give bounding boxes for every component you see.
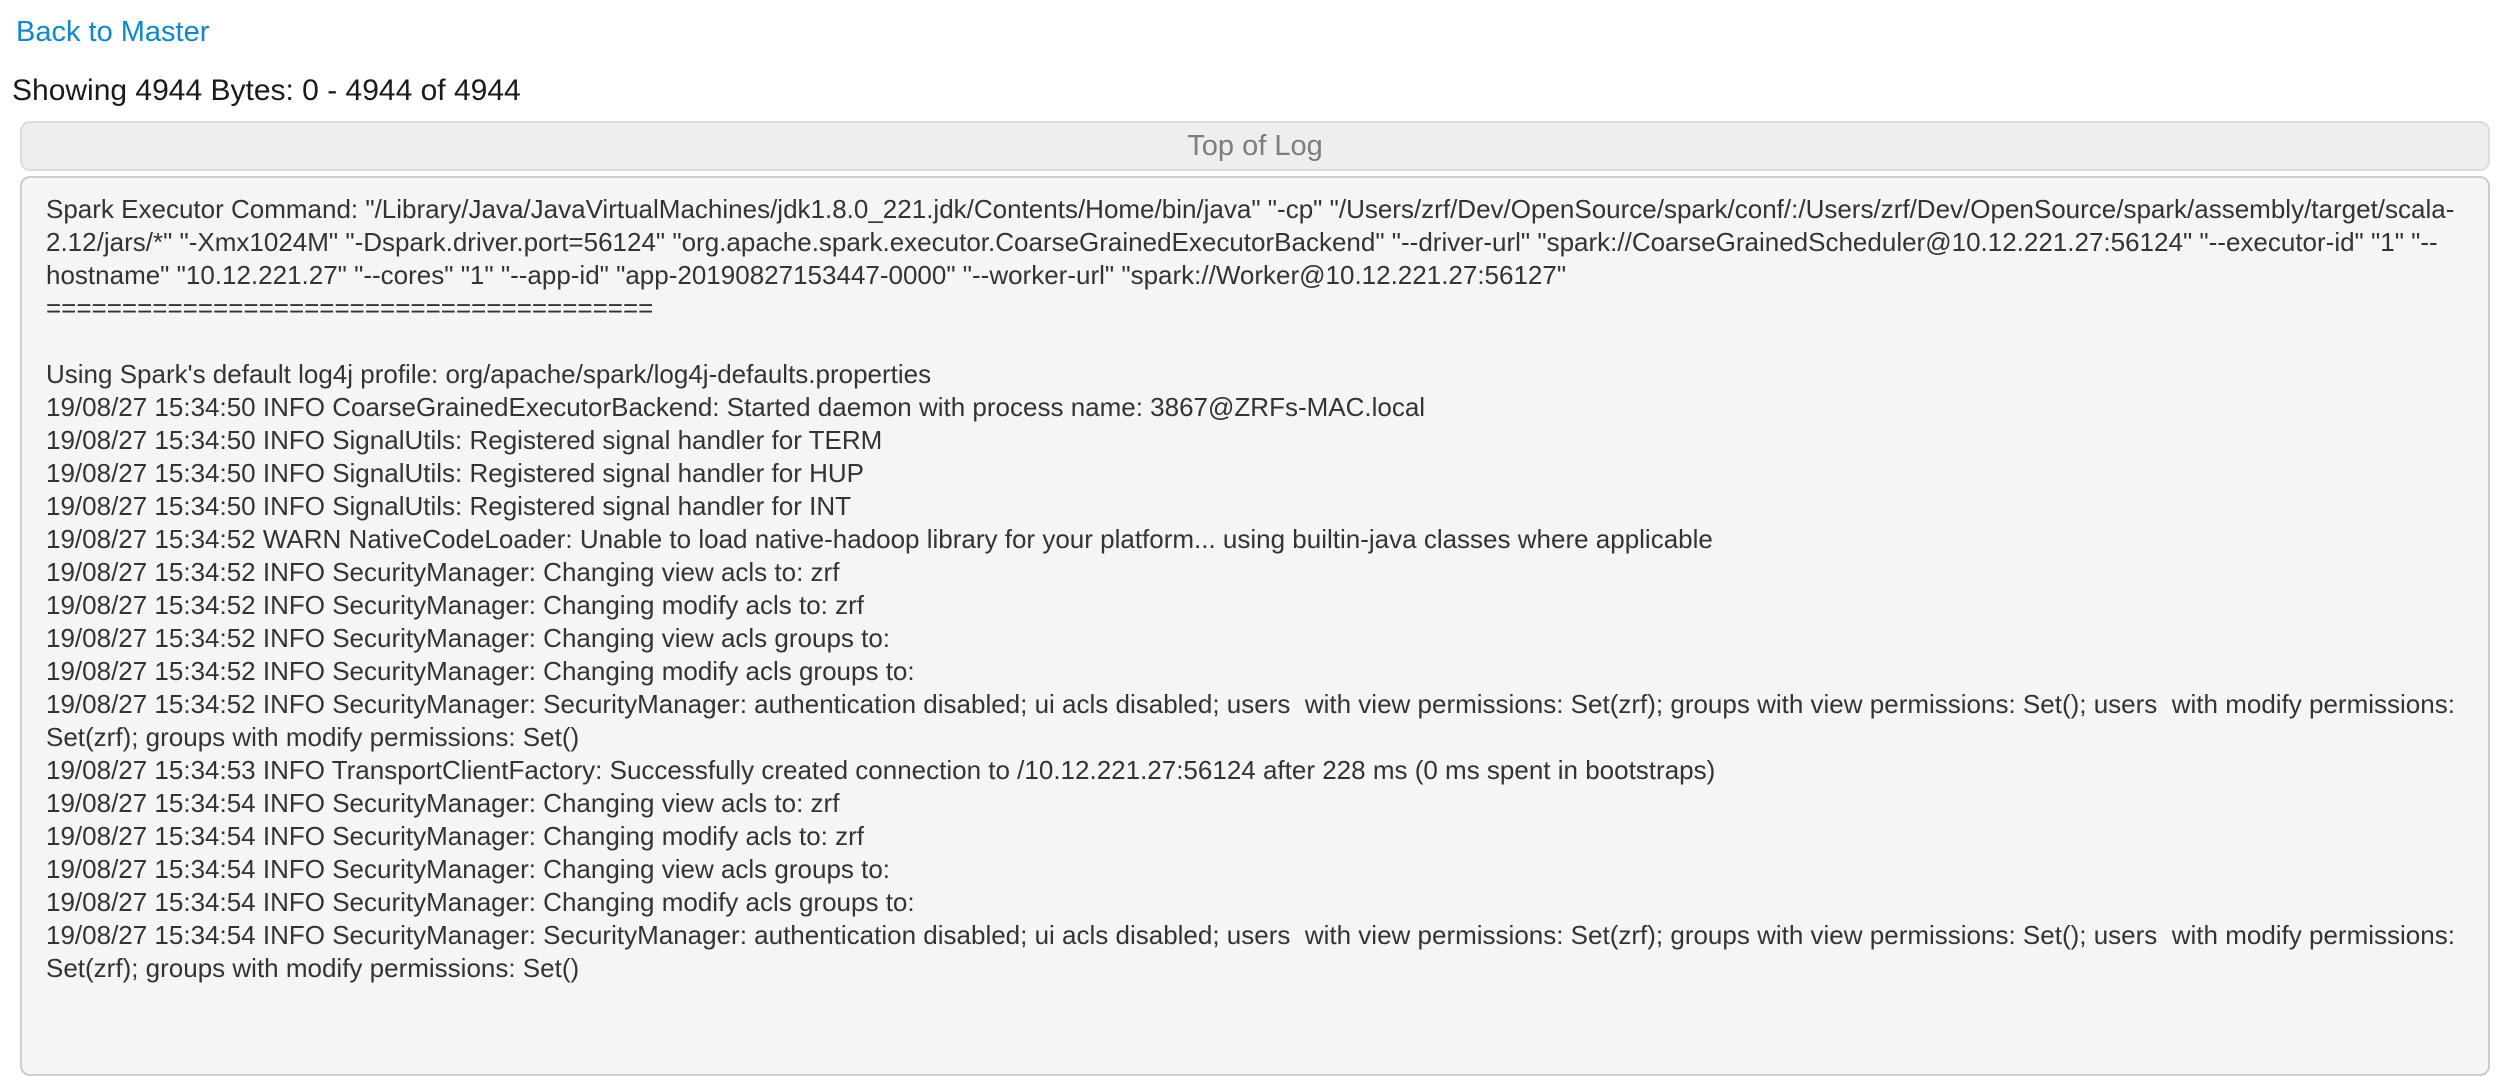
log-content-panel (20, 176, 2490, 1076)
log-line (46, 325, 2464, 358)
log-line: 19/08/27 15:34:54 INFO SecurityManager: Changing modify acls to: zrf (46, 821, 864, 851)
log-line: 19/08/27 15:34:50 INFO SignalUtils: Registered signal handler for HUP (46, 458, 864, 488)
log-line: 19/08/27 15:34:52 INFO SecurityManager: SecurityManager: authentication disabled; ui acls disabled; users with view permissions: Set(zrf); groups with view permissions: Set(); users with modify permissions: Set(zrf); groups with modify permissions: Set() (46, 689, 2463, 752)
log-line: 19/08/27 15:34:52 INFO SecurityManager: Changing view acls groups to: (46, 623, 891, 653)
log-line: 19/08/27 15:34:50 INFO CoarseGrainedExecutorBackend: Started daemon with process name: 3867@ZRFs-MAC.local (46, 392, 1426, 422)
log-line: ======================================== (46, 293, 654, 323)
log-line: 19/08/27 15:34:54 INFO SecurityManager: Changing view acls groups to: (46, 854, 891, 884)
log-line: 19/08/27 15:34:54 INFO SecurityManager: Changing view acls to: zrf (46, 788, 840, 818)
log-line: 19/08/27 15:34:50 INFO SignalUtils: Registered signal handler for TERM (46, 425, 883, 455)
log-line: Using Spark's default log4j profile: org/apache/spark/log4j-defaults.properties (46, 359, 932, 389)
log-position-header-label: Top of Log (1187, 130, 1323, 162)
back-to-master-link[interactable]: Back to Master (16, 16, 210, 48)
log-line: 19/08/27 15:34:54 INFO SecurityManager: SecurityManager: authentication disabled; ui acls disabled; users with view permissions: Set(zrf); groups with view permissions: Set(); users with modify permissions: Set(zrf); groups with modify permissions: Set() (46, 920, 2463, 983)
log-line: 19/08/27 15:34:52 INFO SecurityManager: Changing modify acls groups to: (46, 656, 915, 686)
log-line: Spark Executor Command: "/Library/Java/JavaVirtualMachines/jdk1.8.0_221.jdk/Contents/Home/bin/java" "-cp" "/Users/zrf/Dev/OpenSource/spark/conf/:/Users/zrf/Dev/OpenSource/spark/assembly/target/scala-2.12/jars/*" "-Xmx1024M" "-Dspark.driver.port=56124" "org.apache.spark.executor.CoarseGrainedExecutorBackend" "--driver-url" "spark://CoarseGrainedScheduler@10.12.221.27:56124" "--executor-id" "1" "--hostname" "10.12.221.27" "--cores" "1" "--app-id" "app-20190827153447-0000" "--worker-url" "spark://Worker@10.12.221.27:56127" (46, 194, 2455, 290)
log-position-header (20, 121, 2490, 171)
log-line: 19/08/27 15:34:52 WARN NativeCodeLoader: Unable to load native-hadoop library for your platform... using builtin-java classes where applicable (46, 524, 1713, 554)
log-line: 19/08/27 15:34:54 INFO SecurityManager: Changing modify acls groups to: (46, 887, 915, 917)
log-line: 19/08/27 15:34:52 INFO SecurityManager: Changing view acls to: zrf (46, 557, 840, 587)
log-line: 19/08/27 15:34:52 INFO SecurityManager: Changing modify acls to: zrf (46, 590, 864, 620)
log-line: 19/08/27 15:34:53 INFO TransportClientFactory: Successfully created connection to /10.12.221.27:56124 after 228 ms (0 ms spent in bootstraps) (46, 755, 1716, 785)
byte-range-status: Showing 4944 Bytes: 0 - 4944 of 4944 (12, 74, 521, 107)
log-line: 19/08/27 15:34:50 INFO SignalUtils: Registered signal handler for INT (46, 491, 851, 521)
